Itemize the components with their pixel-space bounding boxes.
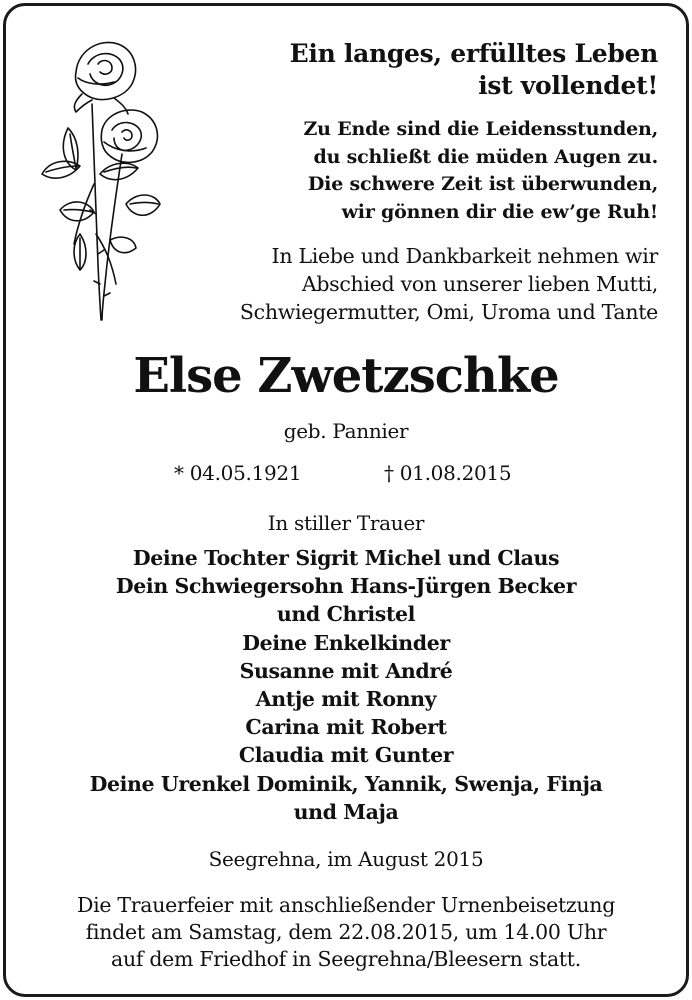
- family-line: und Christel: [276, 602, 416, 627]
- family-list: [0, 544, 692, 826]
- family-line: Antje mit Ronny: [255, 687, 437, 712]
- mourning-line: In stiller Trauer: [267, 511, 425, 535]
- service-line: auf dem Friedhof in Seegrehna/Bleesern statt.: [111, 947, 581, 971]
- intro-text: [240, 242, 658, 326]
- family-line: Claudia mit Gunter: [238, 743, 454, 768]
- heading: [290, 38, 658, 102]
- service-info: [0, 892, 692, 973]
- heading-line: Ein langes, erfülltes Leben: [289, 39, 658, 68]
- family-line: Deine Tochter Sigrit Michel und Claus: [132, 546, 560, 570]
- family-line: Deine Urenkel Dominik, Yannik, Swenja, Finja: [89, 771, 603, 796]
- family-line: Susanne mit André: [239, 658, 453, 683]
- death-date: † 01.08.2015: [384, 461, 512, 485]
- place-date: Seegrehna, im August 2015: [208, 847, 484, 871]
- poem-line: Die schwere Zeit ist überwunden,: [307, 173, 658, 195]
- poem-line: Zu Ende sind die Leidensstunden,: [303, 118, 658, 140]
- service-line: Die Trauerfeier mit anschließender Urnenbeisetzung: [76, 893, 616, 917]
- intro-line: In Liebe und Dankbarkeit nehmen wir: [271, 244, 658, 268]
- rose-icon: [30, 34, 170, 324]
- deceased-name: Else Zwetzschke: [133, 348, 559, 404]
- intro-line: Abschied von unserer lieben Mutti,: [301, 272, 658, 296]
- family-line: Deine Enkelkinder: [242, 630, 450, 655]
- poem-line: du schließt die müden Augen zu.: [313, 145, 658, 168]
- intro-line: Schwiegermutter, Omi, Uroma und Tante: [239, 300, 658, 324]
- maiden-name: geb. Pannier: [283, 419, 409, 443]
- service-line: findet am Samstag, dem 22.08.2015, um 14.00 Uhr: [85, 920, 607, 944]
- family-line: und Maja: [293, 799, 399, 824]
- family-line: Dein Schwiegersohn Hans-Jürgen Becker: [115, 574, 577, 599]
- poem: [304, 116, 658, 226]
- poem-line: wir gönnen dir die ew’ge Ruh!: [341, 200, 658, 223]
- birth-date: * 04.05.1921: [174, 461, 302, 485]
- family-line: Carina mit Robert: [245, 715, 447, 740]
- heading-line: ist vollendet!: [478, 71, 658, 100]
